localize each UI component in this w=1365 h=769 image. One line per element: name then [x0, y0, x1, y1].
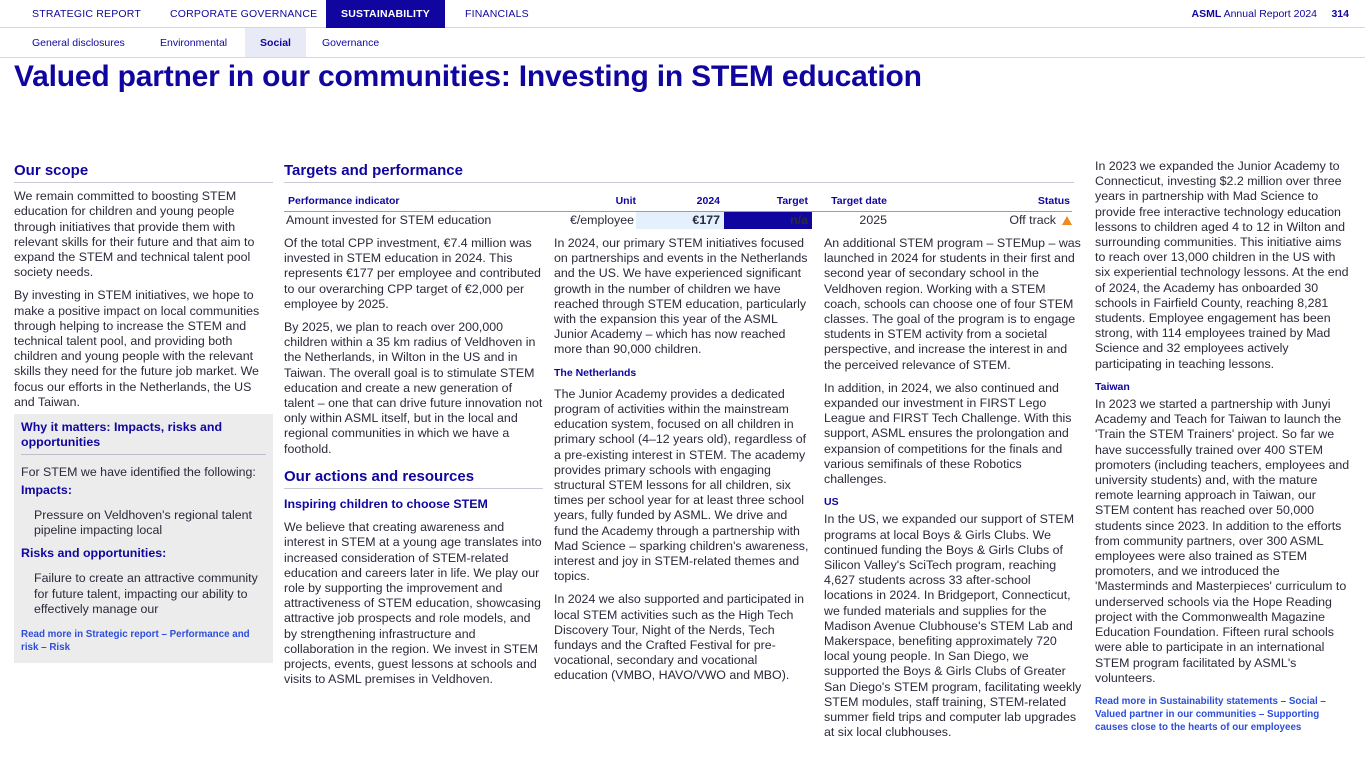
initiatives-paragraph: In 2024, our primary STEM initiatives focused on partnerships and events in the Netherlands and the US. We have experienced significant growth in the number of children we have reached through STEM education, particularly with the expansion this year of the ASML Junior Academy – which has now reached more than 90,000 children. — [554, 236, 808, 357]
page-title: Valued partner in our communities: Investing in STEM education — [14, 60, 922, 93]
column-5 — [1095, 159, 1353, 734]
us-heading: US — [824, 496, 839, 509]
tab-corporate-governance[interactable]: CORPORATE GOVERNANCE — [170, 8, 318, 20]
cell-target-value: n/a — [724, 211, 812, 229]
subtab-social[interactable]: Social — [245, 28, 306, 57]
targets-heading: Targets and performance — [284, 163, 1074, 183]
scope-paragraph-2: By investing in STEM initiatives, we hope to make a positive impact on local communities through helping to increase the STEM and technical talent pool, and providing both children and young people with the relevant skills they need for the future job market. We focus our efforts in the Netherlands, the US and Taiwan. — [14, 288, 260, 409]
header-unit: Unit — [544, 192, 636, 211]
brand-name: ASML — [1191, 8, 1222, 20]
inspire-paragraph: We believe that creating awareness and interest in STEM at a young age translates into increased consideration of STEM-related education and careers later in life. We play our role by supporting the improvement and attractiveness of STEM education, showcasing attractive job prospects and role models, and by strengthening infrastructure and collaboration in the region. We invest in STEM projects, events, guest lessons at schools and visits to ASML premises in Veldhoven. — [284, 520, 542, 687]
header-target: Target — [724, 192, 812, 211]
taiwan-heading: Taiwan — [1095, 380, 1130, 393]
cell-indicator: Amount invested for STEM education — [286, 212, 492, 227]
targets-section — [284, 163, 1074, 229]
read-more-link-risk[interactable]: Read more in Strategic report – Performance and risk – Risk — [21, 629, 250, 653]
sub-navigation — [0, 28, 1365, 58]
actions-heading: Our actions and resources — [284, 469, 543, 489]
top-navigation — [0, 0, 1365, 28]
warning-triangle-icon — [1062, 216, 1072, 225]
why-it-matters-heading: Why it matters: Impacts, risks and opportunities — [21, 418, 266, 455]
netherlands-heading: The Netherlands — [554, 366, 637, 379]
header-status: Status — [889, 192, 1072, 211]
impacts-label: Impacts: — [21, 482, 72, 497]
header-indicator: Performance indicator — [284, 192, 544, 211]
scope-heading: Our scope — [14, 163, 273, 183]
page-number: 314 — [1331, 8, 1349, 20]
cell-unit: €/employee — [569, 212, 634, 227]
header-target-date: Target date — [812, 192, 889, 211]
subtab-governance[interactable]: Governance — [322, 37, 380, 49]
column-4 — [824, 236, 1082, 749]
scope-paragraph-1: We remain committed to boosting STEM education for children and young people through initiatives that provide them with relevant skills for their future and that aim to expand the STEM and technical talent pool society needs. — [14, 189, 255, 280]
first-lego-paragraph: In addition, in 2024, we also continued and expanded our investment in FIRST Lego League and FIRST Tech Challenge. With this support, ASML ensures the prolongation and expansion of competitions for the finals and various semifinals of these Robotics challenges. — [824, 380, 1072, 487]
column-2 — [284, 236, 543, 695]
header-2024: 2024 — [636, 192, 724, 211]
table-header-row — [284, 192, 1072, 211]
us-paragraph: In the US, we expanded our support of STEM programs at local Boys & Girls Clubs. We continued funding the Boys & Girls Clubs of Silicon Valley's SciTech program, reaching 4,627 students across 33 after-school locations in 2024. In Bridgeport, Connecticut, we funded materials and supplies for the Madison Avenue Clubhouse's STEM Lab and Makerspace, benefiting approximately 720 local young people. In San Diego, we supported the Boys & Girls Clubs of Greater San Diego's STEM program, facilitating weekly STEM modules, staff training, STEM-related summer field trips and computer lab upgrades at six local clubhouses. — [824, 512, 1082, 740]
read-more-link-social[interactable]: Read more in Sustainability statements – Social – Valued partner in our communities – Supporting causes close to the hearts of our employees — [1095, 695, 1326, 733]
performance-table — [284, 192, 1072, 229]
subtab-general-disclosures[interactable]: General disclosures — [32, 37, 125, 49]
scope-column — [14, 163, 273, 663]
risk-item: Failure to create an attractive community for future talent, impacting our ability to effectively manage our — [34, 571, 258, 616]
why-intro: For STEM we have identified the following: — [21, 465, 256, 480]
taiwan-paragraph: In 2023 we started a partnership with Junyi Academy and Teach for Taiwan to launch the 'Train the STEM Trainers' project. So far we have successfully trained over 400 STEM promoters (including teachers, employees and university students) and, with the mature remote learning approach in Taiwan, our STEM content has reached over 50,000 students since 2023. In addition to the efforts from community partners, over 300 ASML employees were also trained as STEM promoters, and we introduced the 'Masterminds and Masterpieces' curriculum to underserved schools via the Hope Reading project with the Commonwealth Magazine Education Foundation. Fifteen rural schools were able to participate in an international STEM program facilitated by ASML's volunteers. — [1095, 397, 1350, 685]
column-3 — [554, 236, 813, 692]
inspire-heading: Inspiring children to choose STEM — [284, 497, 488, 512]
tab-sustainability[interactable]: SUSTAINABILITY — [326, 0, 445, 28]
risks-label: Risks and opportunities: — [21, 546, 167, 561]
report-name: Annual Report 2024 — [1223, 8, 1317, 20]
impact-item: Pressure on Veldhoven's regional talent pipeline impacting local — [34, 507, 252, 538]
stemup-paragraph: An additional STEM program – STEMup – was launched in 2024 for students in their first and second year of secondary school in the Veldhoven region. Working with a STEM coach, schools can choose one of four STEM classes. The goal of the program is to engage students in STEM activity from a societal perspective, and increase the interest in and the perceived relevance of STEM. — [824, 236, 1081, 372]
tab-financials[interactable]: FINANCIALS — [465, 8, 529, 20]
report-brand — [1192, 0, 1318, 29]
subtab-environmental[interactable]: Environmental — [160, 37, 228, 49]
table-row — [284, 211, 1072, 229]
cell-2024-value: €177 — [636, 211, 724, 229]
status-text: Off track — [1009, 212, 1056, 227]
cpp-paragraph: Of the total CPP investment, €7.4 million was invested in STEM education in 2024. This represents €177 per employee and contributed to our overarching CPP target of €2,000 per employee by 2025. — [284, 236, 541, 311]
cell-status — [889, 211, 1072, 229]
junior-academy-paragraph: The Junior Academy provides a dedicated program of activities within the mainstream education system, focused on all children in primary school (4–12 years old), regardless of a pre-existing interest in STEM. The academy provides primary schools with engaging structural STEM lessons for all children, six times per school year for at least three school years, fully funded by ASML. We drive and fund the Academy through a partnership with Mad Science – sparking children's awareness, interest and joy in STEM-related themes and topics. — [554, 386, 809, 584]
connecticut-paragraph: In 2023 we expanded the Junior Academy to Connecticut, investing $2.2 million over three years in partnership with Mad Science to provide free interactive technology education lessons to children aged 4 to 12 in Wilton and surrounding communities. This initiative aims to reach over 13,000 children in the US with six experiential technology lessons. At the end of 2024, the Academy has onboarded 30 schools in Fairfield County, reaching 8,281 students. Employee engagement has been strong, with 114 employees trained by Mad Science and 32 employees actively participating in teaching lessons. — [1095, 159, 1349, 371]
cell-target-date: 2025 — [859, 212, 887, 227]
local-activities-paragraph: In 2024 we also supported and participated in local STEM activities such as the High Tech Discovery Tour, Night of the Nerds, Tech fundays and the Crafted Festival for pre-vocational, secondary and vocational education (VMBO, HAVO/VWO and MBO). — [554, 592, 805, 683]
tab-strategic-report[interactable]: STRATEGIC REPORT — [32, 8, 141, 20]
goal-paragraph: By 2025, we plan to reach over 200,000 children within a 35 km radius of Veldhoven in the Netherlands, in Wilton in the US and in Taiwan. The overall goal is to stimulate STEM education and create a new generation of talent – one that can drive future innovation not only within ASML itself, but in the local and regional communities in which we have a foothold. — [284, 320, 543, 456]
why-it-matters-box — [14, 414, 273, 663]
